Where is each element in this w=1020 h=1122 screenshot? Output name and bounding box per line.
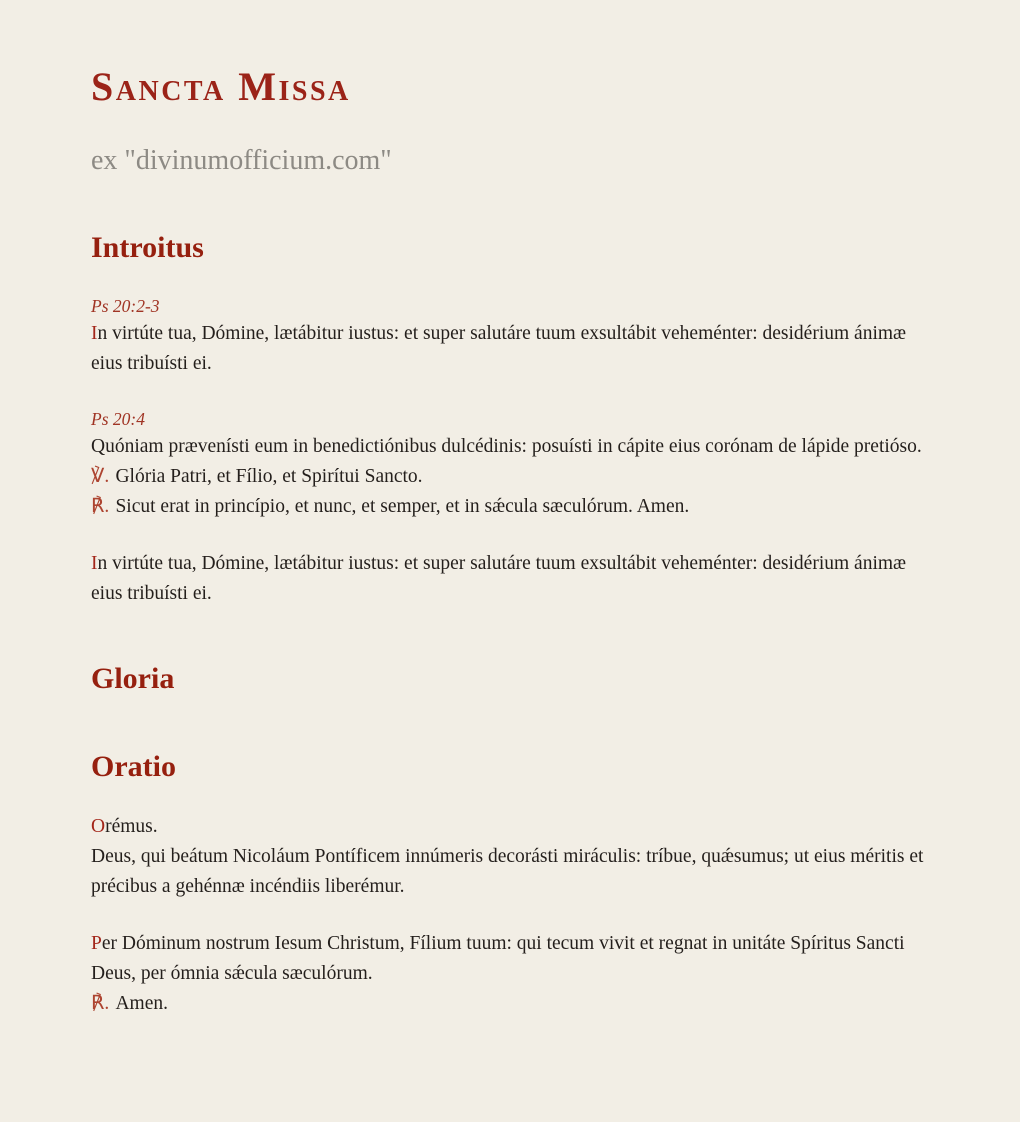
versicle-mark: ℣.: [91, 465, 110, 487]
versicle-text: Glória Patri, et Fílio, et Spirítui Sancto.: [115, 465, 423, 487]
versicle-line: [91, 462, 930, 492]
antiphon-text: n virtúte tua, Dómine, lætábitur iustus: et super salutáre tuum exsultábit veheménter: desidérium ánimæ eius tribuísti ei.: [91, 322, 907, 374]
response-line: [91, 492, 930, 522]
psalm-verse-block: [91, 432, 930, 522]
response-mark: ℟.: [91, 495, 110, 517]
source-subtitle: ex "divinumofficium.com": [91, 145, 392, 176]
response-mark: ℟.: [91, 992, 110, 1014]
section-heading-gloria: Gloria: [91, 661, 175, 695]
conclusion-block: [91, 929, 930, 1019]
page-title: Sancta Missa: [91, 64, 351, 109]
antiphon-repeat-text: n virtúte tua, Dómine, lætábitur iustus: et super salutáre tuum exsultábit veheménter: desidérium ánimæ eius tribuísti ei.: [91, 552, 907, 604]
collect-text: Deus, qui beátum Nicoláum Pontíficem innúmeris decorásti miráculis: tríbue, quǽsumus; ut eius méritis et précibus a gehénnæ incéndiis liberémur.: [91, 845, 924, 897]
amen-text: Amen.: [115, 992, 168, 1014]
initial-letter: P: [91, 932, 102, 954]
section-heading-oratio: Oratio: [91, 749, 176, 783]
response-text: Sicut erat in princípio, et nunc, et semper, et in sǽcula sæculórum. Amen.: [115, 495, 690, 517]
conclusion-line: [91, 929, 930, 989]
oremus-line: [91, 812, 930, 842]
verse-reference-2: Ps 20:4: [91, 408, 145, 429]
initial-letter: I: [91, 552, 98, 574]
section-heading-introitus: Introitus: [91, 230, 204, 264]
oremus-text: rémus.: [105, 815, 158, 837]
initial-letter: O: [91, 815, 106, 837]
introit-antiphon-repeat: [91, 549, 930, 609]
psalm-verse: Quóniam prævenísti eum in benedictiónibus dulcédinis: posuísti in cápite eius corónam de lápide pretióso.: [91, 435, 922, 457]
introit-antiphon: [91, 319, 930, 379]
amen-line: [91, 989, 930, 1019]
initial-letter: I: [91, 322, 98, 344]
oremus-collect-block: [91, 812, 930, 902]
conclusion-text: er Dóminum nostrum Iesum Christum, Fílium tuum: qui tecum vivit et regnat in unitáte Spíritus Sancti Deus, per ómnia sǽcula sæculórum.: [91, 932, 905, 984]
verse-reference-1: Ps 20:2-3: [91, 295, 160, 316]
